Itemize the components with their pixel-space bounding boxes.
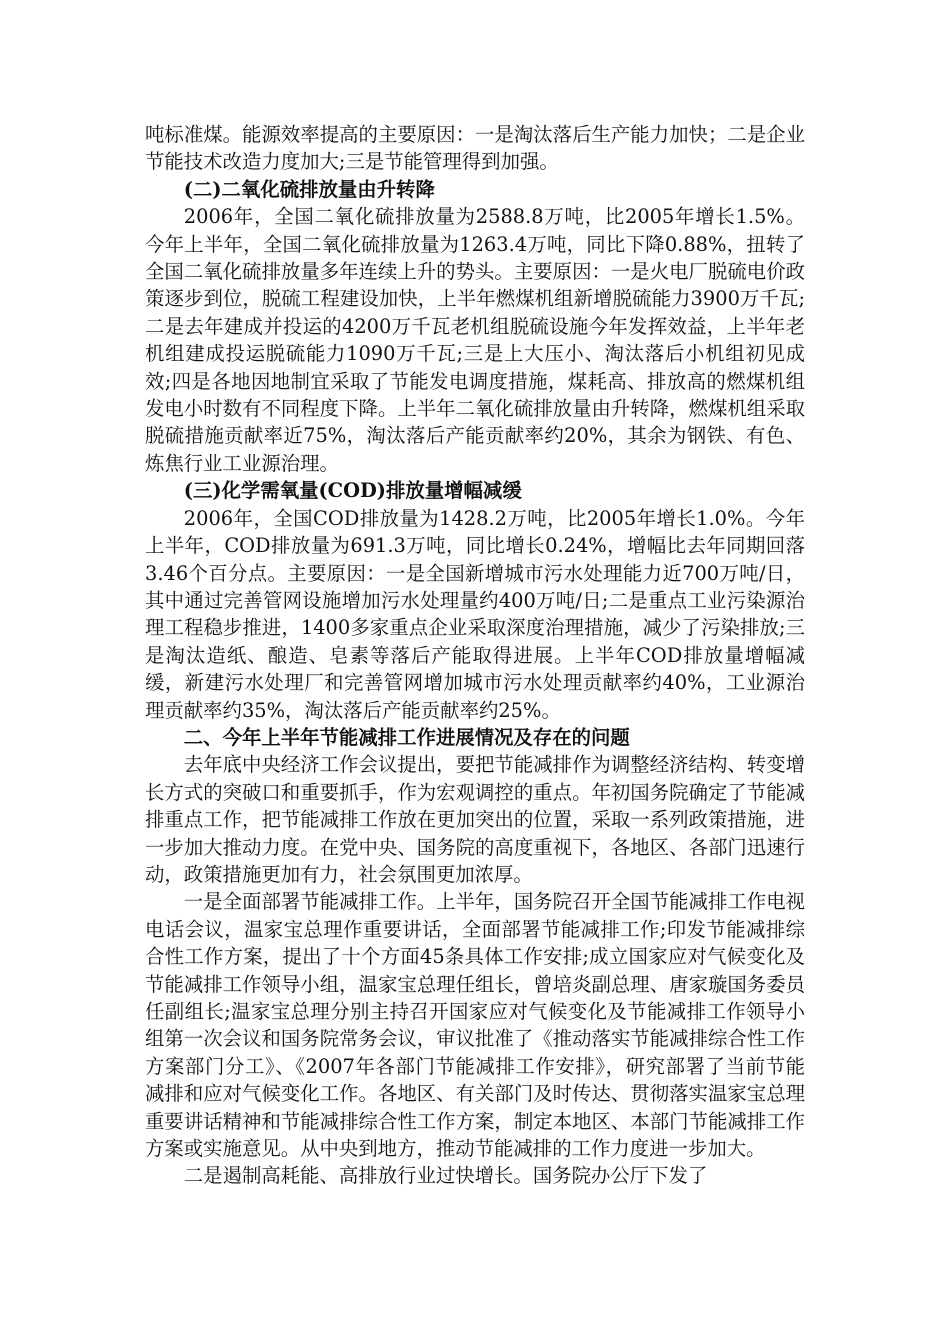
paragraph-deployment: 一是全面部署节能减排工作。上半年，国务院召开全国节能减排工作电视电话会议，温家宝总理作重要讲话，全面部署节能减排工作;印发节能减排综合性工作方案，提出了十个方面45条具体工作安排;成立国家应对气候变化及节能减排工作领导小组，温家宝总理任组长，曾培炎副总理、唐家璇国务委员任副组长;温家宝总理分别主持召开国家应对气候变化及节能减排工作领导小组第一次会议和国务院常务会议，审议批准了《推动落实节能减排综合性工作方案部门分工》、《2007年各部门节能减排工作安排》，研究部署了当前节能减排和应对气候变化工作。各地区、有关部门及时传达、贯彻落实温家宝总理重要讲话精神和节能减排综合性工作方案，制定本地区、本部门节能减排工作方案或实施意见。从中央到地方，推动节能减排的工作力度进一步加大。 [145, 890, 805, 1161]
paragraph-energy-efficiency-reasons: 吨标准煤。能源效率提高的主要原因：一是淘汰落后生产能力加快；二是企业节能技术改造力度加大;三是节能管理得到加强。 [145, 123, 805, 174]
heading-so2-emissions: (二)二氧化硫排放量由升转降 [183, 177, 435, 201]
heading-cod-emissions: (三)化学需氧量(COD)排放量增幅减缓 [183, 479, 522, 503]
paragraph-curb-growth: 二是遏制高耗能、高排放行业过快增长。国务院办公厅下发了 [183, 1164, 708, 1188]
document-page [145, 121, 805, 1190]
paragraph-central-conference: 去年底中央经济工作会议提出，要把节能减排作为调整经济结构、转变增长方式的突破口和重要抓手，作为宏观调控的重点。年初国务院确定了节能减排重点工作，把节能减排工作放在更加突出的位置，采取一系列政策措施，进一步加大推动力度。在党中央、国务院的高度重视下，各地区、各部门迅速行动，政策措施更加有力，社会氛围更加浓厚。 [145, 753, 805, 886]
paragraph-so2-emissions: 2006年，全国二氧化硫排放量为2588.8万吨，比2005年增长1.5%。今年上半年，全国二氧化硫排放量为1263.4万吨，同比下降0.88%，扭转了全国二氧化硫排放量多年连续上升的势头。主要原因：一是火电厂脱硫电价政策逐步到位，脱硫工程建设加快，上半年燃煤机组新增脱硫能力3900万千瓦;二是去年建成并投运的4200万千瓦老机组脱硫设施今年发挥效益，上半年老机组建成投运脱硫能力1090万千瓦;三是上大压小、淘汰落后小机组初见成效;四是各地因地制宜采取了节能发电调度措施，煤耗高、排放高的燃煤机组发电小时数有不同程度下降。上半年二氧化硫排放量由升转降，燃煤机组采取脱硫措施贡献率近75%，淘汰落后产能贡献率约20%，其余为钢铁、有色、炼焦行业工业源治理。 [145, 205, 805, 475]
heading-section-two: 二、今年上半年节能减排工作进展情况及存在的问题 [183, 725, 630, 749]
paragraph-cod-emissions: 2006年，全国COD排放量为1428.2万吨，比2005年增长1.0%。今年上半年，COD排放量为691.3万吨，同比增长0.24%，增幅比去年同期回落3.46个百分点。主要原因：一是全国新增城市污水处理能力近700万吨/日，其中通过完善管网设施增加污水处理量约400万吨/日;二是重点工业污染源治理工程稳步推进，1400多家重点企业采取深度治理措施，减少了污染排放;三是淘汰造纸、酿造、皂素等落后产能取得进展。上半年COD排放量增幅减缓，新建污水处理厂和完善管网增加城市污水处理贡献率约40%，工业源治理贡献率约35%，淘汰落后产能贡献率约25%。 [145, 506, 805, 722]
